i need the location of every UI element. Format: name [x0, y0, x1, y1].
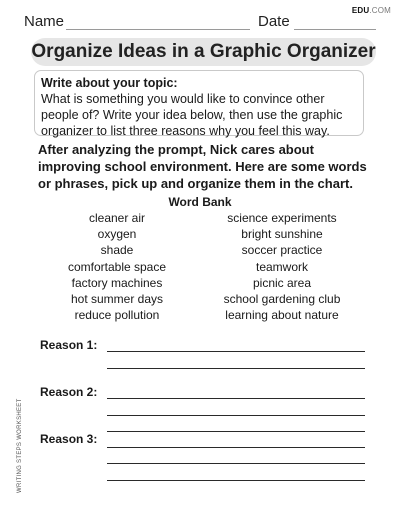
- word-bank-right-column: [197, 210, 367, 323]
- topic-box: [34, 70, 364, 136]
- word-bank-item: hot summer days: [70, 292, 164, 307]
- word-bank-item: factory machines: [71, 275, 163, 290]
- word-bank-item: comfortable space: [67, 259, 167, 274]
- word-bank-item: teamwork: [255, 259, 308, 274]
- reason-2-label: Reason 2:: [40, 385, 98, 399]
- word-bank-item: cleaner air: [88, 211, 146, 225]
- reason-3-line-1[interactable]: [107, 431, 365, 432]
- reason-1-label: Reason 1:: [40, 338, 98, 352]
- topic-body: What is something you would like to convince other people of? Write your idea below, then use the graphic organizer to list three reasons why you feel this way.: [41, 92, 343, 138]
- brand-logo: EDU.COM: [351, 6, 391, 15]
- title-bar: [31, 38, 376, 66]
- word-bank-heading: Word Bank: [168, 195, 232, 209]
- word-bank-left-column: [32, 210, 202, 323]
- reason-3-line-4[interactable]: [107, 480, 365, 481]
- word-bank-item: picnic area: [252, 275, 312, 290]
- page-title: Organize Ideas in a Graphic Organizer: [31, 41, 376, 62]
- word-bank-item: shade: [100, 243, 134, 258]
- date-line[interactable]: [294, 29, 376, 30]
- reason-1-line-1[interactable]: [107, 351, 365, 352]
- worksheet-type-label: WRITING STEPS WORKSHEET: [17, 398, 23, 493]
- word-bank-item: school gardening club: [223, 292, 341, 307]
- reason-3-label: Reason 3:: [40, 432, 98, 446]
- name-label: Name: [24, 13, 65, 30]
- date-label: Date: [258, 13, 290, 30]
- name-line[interactable]: [66, 29, 250, 30]
- prompt-text: After analyzing the prompt, Nick cares about improving school environment. Here are some words or phrases, pick up and organize them in the chart.: [38, 142, 367, 191]
- reason-2-line-2[interactable]: [107, 415, 365, 416]
- topic-heading: Write about your topic:: [41, 76, 178, 90]
- reason-3-line-3[interactable]: [107, 463, 365, 464]
- word-bank-item: reduce pollution: [74, 308, 160, 323]
- word-bank-item: soccer practice: [241, 243, 323, 258]
- reason-1-line-2[interactable]: [107, 368, 365, 369]
- word-bank-item: bright sunshine: [241, 227, 323, 242]
- word-bank-item: learning about nature: [225, 308, 339, 323]
- word-bank-item: oxygen: [97, 227, 137, 242]
- reason-3-line-2[interactable]: [107, 447, 365, 448]
- word-bank-item: science experiments: [227, 211, 337, 225]
- reason-2-line-1[interactable]: [107, 398, 365, 399]
